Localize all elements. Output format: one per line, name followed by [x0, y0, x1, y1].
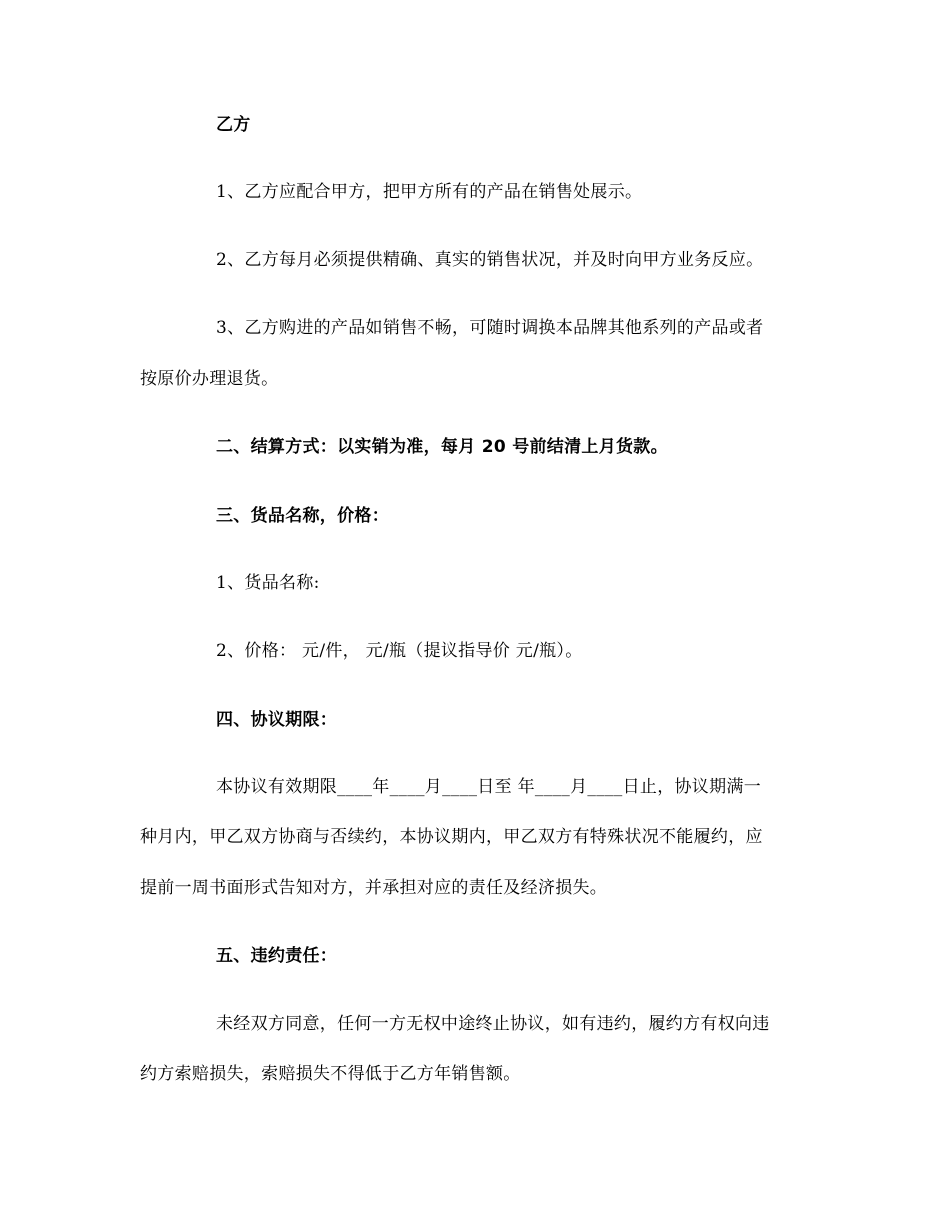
- section-2-title: 二、结算方式：以实销为准，每月 20 号前结清上月货款。: [216, 437, 668, 457]
- goods-name: 1、货品名称:: [216, 573, 320, 593]
- b-item-3-line-2: 按原价办理退货。: [140, 369, 279, 389]
- term-line-2: 种月内，甲乙双方协商与否续约，本协议期内，甲乙双方有特殊状况不能履约，应: [140, 827, 763, 847]
- b-item-1: 1、乙方应配合甲方，把甲方所有的产品在销售处展示。: [216, 182, 643, 202]
- section-5-title: 五、违约责任：: [216, 946, 338, 966]
- term-line-3: 提前一周书面形式告知对方，并承担对应的责任及经济损失。: [140, 878, 608, 898]
- b-item-2: 2、乙方每月必须提供精确、真实的销售状况，并及时向甲方业务反应。: [216, 250, 764, 270]
- b-item-3-line-1: 3、乙方购进的产品如销售不畅，可随时调换本品牌其他系列的产品或者: [216, 318, 764, 338]
- section-b-title: 乙方: [216, 115, 251, 135]
- goods-price: 2、价格： 元/件， 元/瓶（提议指导价 元/瓶）。: [216, 641, 583, 661]
- breach-line-2: 约方索赔损失，索赔损失不得低于乙方年销售额。: [140, 1064, 521, 1084]
- breach-line-1: 未经双方同意，任何一方无权中途终止协议，如有违约，履约方有权向违: [216, 1014, 770, 1034]
- section-4-title: 四、协议期限：: [216, 710, 338, 730]
- term-line-1: 本协议有效期限____年____月____日至 年____月____日止，协议期满一: [216, 777, 762, 797]
- section-3-title: 三、货品名称，价格：: [216, 506, 389, 526]
